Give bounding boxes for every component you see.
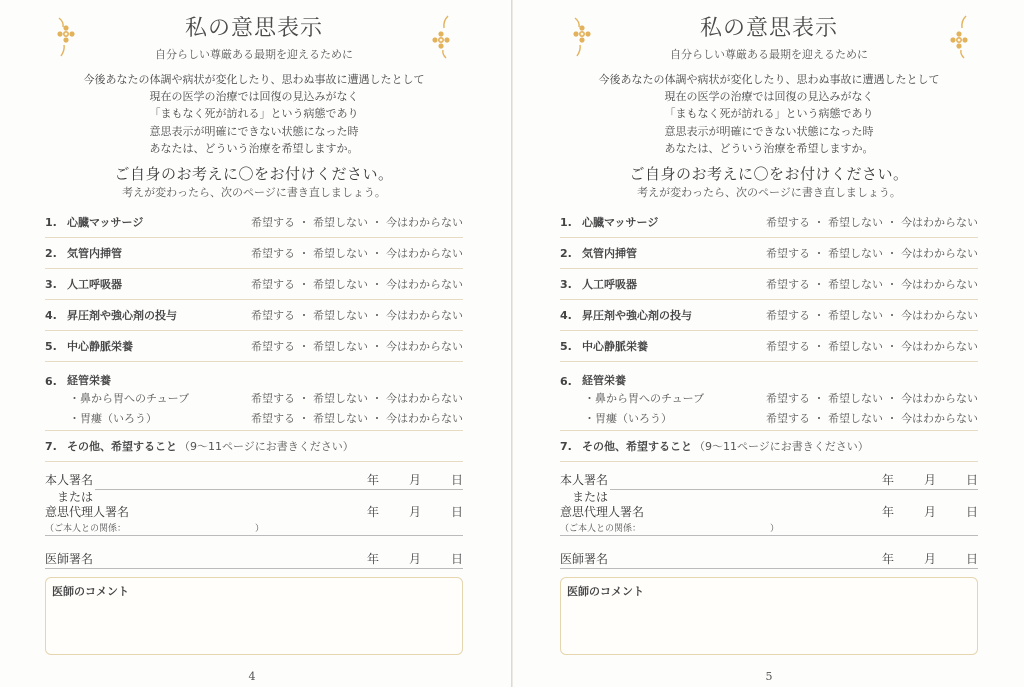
choice-options[interactable]: 希望する ・ 希望しない ・ 今はわからない (766, 278, 978, 291)
self-signature-label: 本人署名 (560, 473, 609, 487)
doctor-signature-field[interactable] (45, 548, 463, 570)
treatment-list (560, 207, 978, 462)
relation-close: ） (770, 524, 780, 534)
signature-line (45, 535, 463, 536)
choice-options[interactable]: 希望する ・ 希望しない ・ 今はわからない (251, 392, 463, 405)
item-number: 5. (560, 339, 572, 353)
instruction-heading: ご自身のお考えに〇をお付けください。 (114, 165, 394, 183)
item-number: 3. (560, 277, 572, 291)
instruction-subheading: 考えが変わったら、次のページに書き直しましょう。 (637, 186, 901, 199)
choice-options[interactable]: 希望する ・ 希望しない ・ 今はわからない (766, 412, 978, 425)
year-label: 年 (882, 552, 895, 566)
month-label: 月 (409, 552, 422, 566)
instruction-heading: ご自身のお考えに〇をお付けください。 (629, 165, 909, 183)
intro-text (45, 71, 463, 157)
signature-line (45, 568, 463, 569)
item-number: 5. (45, 339, 57, 353)
doctor-comment-box[interactable] (45, 577, 463, 655)
instruction-subheading: 考えが変わったら、次のページに書き直しましょう。 (122, 186, 386, 199)
choice-options[interactable]: 希望する ・ 希望しない ・ 今はわからない (251, 412, 463, 425)
day-label: 日 (451, 505, 464, 519)
month-label: 月 (924, 552, 937, 566)
sub-item-label: ・胃瘻（いろう） (584, 412, 672, 425)
item-number: 6. (45, 375, 57, 388)
treatment-row (560, 331, 978, 362)
item-number: 2. (560, 246, 572, 260)
page-subtitle: 自分らしい尊厳ある最期を迎えるために (670, 48, 868, 61)
intro-line: 今後あなたの体調や病状が変化したり、思わぬ事故に遭遇したとして (83, 73, 425, 86)
or-label: または (572, 490, 609, 504)
doctor-signature-field[interactable] (560, 548, 978, 570)
item-label: 昇圧剤や強心剤の投与 (67, 309, 177, 322)
choice-options[interactable]: 希望する ・ 希望しない ・ 今はわからない (766, 247, 978, 260)
item-label: 人工呼吸器 (67, 278, 122, 291)
item-number: 3. (45, 277, 57, 291)
day-label: 日 (966, 473, 979, 487)
intro-line: 「まもなく死が訪れる」という病態であり (149, 107, 359, 121)
item-label: 心臓マッサージ (582, 216, 659, 229)
item-number: 1. (560, 215, 572, 229)
choice-options[interactable]: 希望する ・ 希望しない ・ 今はわからない (251, 340, 463, 353)
item-number: 1. (45, 215, 57, 229)
day-label: 日 (966, 505, 979, 519)
sub-item (560, 388, 978, 408)
item-label: 昇圧剤や強心剤の投与 (582, 309, 692, 322)
year-label: 年 (882, 505, 895, 519)
choice-options[interactable]: 希望する ・ 希望しない ・ 今はわからない (251, 216, 463, 229)
intro-line: 現在の医学の治療では回復の見込みがなく (149, 90, 359, 104)
intro-line: 「まもなく死が訪れる」という病態であり (664, 107, 874, 121)
item-number: 4. (560, 308, 572, 322)
treatment-row (560, 238, 978, 269)
intro-line: あなたは、どういう治療を希望しますか。 (149, 141, 359, 155)
treatment-row (45, 300, 463, 331)
self-signature-label: 本人署名 (45, 473, 94, 487)
choice-options[interactable]: 希望する ・ 希望しない ・ 今はわからない (251, 309, 463, 322)
year-label: 年 (367, 552, 380, 566)
choice-options[interactable]: 希望する ・ 希望しない ・ 今はわからない (766, 216, 978, 229)
year-label: 年 (367, 505, 380, 519)
signature-line (560, 535, 978, 536)
month-label: 月 (409, 505, 422, 519)
proxy-signature-label: 意思代理人署名 (45, 505, 130, 519)
item-label: その他、希望すること (67, 440, 177, 453)
proxy-signature-label: 意思代理人署名 (560, 505, 645, 519)
day-label: 日 (451, 552, 464, 566)
year-label: 年 (882, 473, 895, 487)
item-label: その他、希望すること (582, 440, 692, 453)
page-number: 4 (248, 670, 256, 683)
intro-text (560, 71, 978, 157)
page-5 (512, 0, 1024, 687)
page-title: 私の意思表示 (699, 16, 838, 41)
page-number: 5 (765, 670, 773, 683)
item-label: 中心静脈栄養 (582, 340, 648, 353)
item-label: 気管内挿管 (582, 247, 637, 260)
treatment-row-other (45, 431, 463, 462)
item-label: 経管栄養 (67, 374, 111, 387)
choice-options[interactable]: 希望する ・ 希望しない ・ 今はわからない (766, 392, 978, 405)
intro-line: 現在の医学の治療では回復の見込みがなく (664, 90, 874, 104)
treatment-row (45, 207, 463, 238)
sub-item-label: ・胃瘻（いろう） (69, 412, 157, 425)
treatment-row (560, 300, 978, 331)
sub-item (560, 408, 978, 428)
intro-line: 意思表示が明確にできない状態になった時 (149, 124, 359, 138)
item-note: （9〜11ページにお書きください） (694, 440, 869, 453)
or-text (45, 488, 463, 504)
treatment-row-tube-feeding (45, 362, 463, 431)
day-label: 日 (966, 552, 979, 566)
sub-item (45, 388, 463, 408)
treatment-row (560, 207, 978, 238)
relation-close: ） (255, 524, 265, 534)
relation-label: （ご本人との関係： (45, 524, 127, 534)
treatment-list (45, 207, 463, 462)
treatment-row (560, 269, 978, 300)
sub-item (45, 408, 463, 428)
year-label: 年 (367, 473, 380, 487)
item-label: 中心静脈栄養 (67, 340, 133, 353)
doctor-comment-label: 医師のコメント (52, 585, 129, 598)
sub-item-label: ・鼻から胃へのチューブ (69, 392, 190, 405)
doctor-comment-label: 医師のコメント (567, 585, 644, 598)
item-number: 7. (560, 439, 572, 453)
intro-line: 今後あなたの体調や病状が変化したり、思わぬ事故に遭遇したとして (598, 73, 940, 86)
doctor-signature-label: 医師署名 (45, 552, 94, 566)
choice-options[interactable]: 希望する ・ 希望しない ・ 今はわからない (251, 278, 463, 291)
page-title: 私の意思表示 (184, 16, 323, 41)
item-number: 6. (560, 375, 572, 388)
choice-options[interactable]: 希望する ・ 希望しない ・ 今はわからない (766, 309, 978, 322)
item-label: 経管栄養 (582, 374, 626, 387)
signature-line (560, 568, 978, 569)
or-text (560, 488, 978, 504)
item-number: 2. (45, 246, 57, 260)
treatment-row-tube-feeding (560, 362, 978, 431)
month-label: 月 (924, 473, 937, 487)
day-label: 日 (451, 473, 464, 487)
choice-options[interactable]: 希望する ・ 希望しない ・ 今はわからない (251, 247, 463, 260)
treatment-row (45, 269, 463, 300)
page-subtitle: 自分らしい尊厳ある最期を迎えるために (155, 48, 353, 61)
intro-line: 意思表示が明確にできない状態になった時 (664, 124, 874, 138)
proxy-signature-field[interactable] (45, 503, 463, 537)
treatment-row (45, 238, 463, 269)
intro-line: あなたは、どういう治療を希望しますか。 (664, 141, 874, 155)
item-number: 7. (45, 439, 57, 453)
choice-options[interactable]: 希望する ・ 希望しない ・ 今はわからない (766, 340, 978, 353)
or-label: または (57, 490, 94, 504)
doctor-comment-box[interactable] (560, 577, 978, 655)
item-label: 気管内挿管 (67, 247, 122, 260)
relation-label: （ご本人との関係： (560, 524, 642, 534)
treatment-row-other (560, 431, 978, 462)
month-label: 月 (924, 505, 937, 519)
sub-item-label: ・鼻から胃へのチューブ (584, 392, 705, 405)
doctor-signature-label: 医師署名 (560, 552, 609, 566)
proxy-signature-field[interactable] (560, 503, 978, 537)
item-note: （9〜11ページにお書きください） (179, 440, 354, 453)
item-label: 人工呼吸器 (582, 278, 637, 291)
month-label: 月 (409, 473, 422, 487)
item-label: 心臓マッサージ (67, 216, 144, 229)
treatment-row (45, 331, 463, 362)
item-number: 4. (45, 308, 57, 322)
